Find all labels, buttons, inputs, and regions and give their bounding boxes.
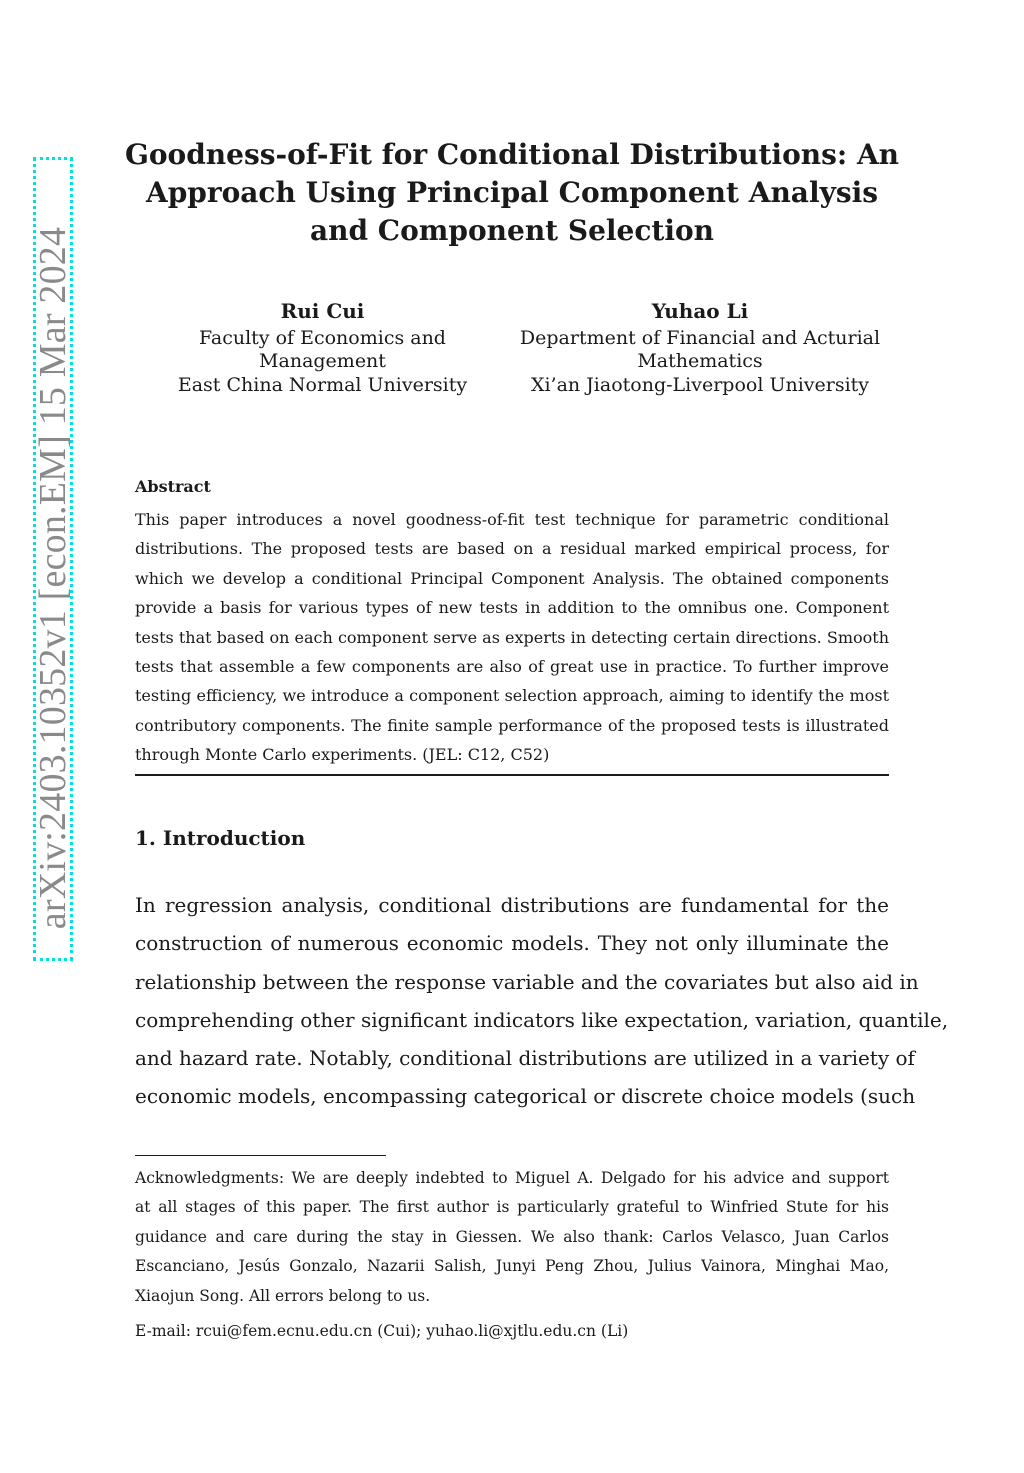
introduction-line: relationship between the response variable and the covariates but also aid in — [135, 969, 919, 994]
abstract-line: distributions. The proposed tests are based on a residual marked empirical process, for — [135, 539, 889, 559]
footnote-line: Escanciano, Jesús Gonzalo, Nazarii Salish, Junyi Peng Zhou, Julius Vainora, Minghai Mao, — [135, 1257, 889, 1276]
abstract-line: through Monte Carlo experiments. (JEL: C12, C52) — [135, 745, 550, 765]
footnote-line: guidance and care during the stay in Giessen. We also thank: Carlos Velasco, Juan Carlos — [135, 1227, 889, 1246]
author-block-li — [510, 300, 890, 397]
arxiv-identifier[interactable]: arXiv:2403.10352v1 [econ.EM] 15 Mar 2024 — [32, 226, 74, 930]
contact-email[interactable]: E-mail: rcui@fem.ecnu.edu.cn (Cui); yuhao.li@xjtlu.edu.cn (Li) — [135, 1322, 629, 1340]
footnote-line: Xiaojun Song. All errors belong to us. — [135, 1286, 431, 1305]
abstract-line: tests that assemble a few components are also of great use in practice. To further improve — [135, 657, 889, 677]
title-line: and Component Selection — [309, 214, 715, 247]
footnote-line: Acknowledgments: We are deeply indebted to Miguel A. Delgado for his advice and support — [135, 1169, 889, 1187]
abstract-divider — [135, 774, 889, 776]
author-affiliation-line: Xi’an Jiaotong-Liverpool University — [530, 373, 870, 396]
introduction-body — [135, 886, 949, 1116]
author-affiliation-line: East China Normal University — [177, 373, 468, 396]
abstract-line: tests that based on each component serve as experts in detecting certain directions. Smooth — [135, 627, 889, 647]
author-affiliation-line: Department of Financial and Acturial — [519, 326, 881, 349]
abstract-line: provide a basis for various types of new tests in addition to the omnibus one. Component — [135, 598, 889, 618]
introduction-line: and hazard rate. Notably, conditional distributions are utilized in a variety of — [135, 1046, 915, 1071]
footnote-divider — [135, 1155, 386, 1156]
abstract-line: This paper introduces a novel goodness-of-fit test technique for parametric conditional — [135, 510, 889, 529]
abstract-line: contributory components. The finite sample performance of the proposed tests is illustrated — [135, 715, 889, 735]
paper-title — [120, 136, 904, 250]
abstract-line: which we develop a conditional Principal Component Analysis. The obtained components — [135, 568, 889, 588]
introduction-line: In regression analysis, conditional distributions are fundamental for the — [135, 893, 889, 917]
acknowledgments-footnote — [135, 1164, 889, 1311]
footnote-line: at all stages of this paper. The first author is particularly grateful to Winfried Stute for his — [135, 1198, 889, 1217]
author-affiliation-line: Faculty of Economics and — [199, 326, 446, 349]
introduction-line: economic models, encompassing categorical or discrete choice models (such — [135, 1084, 916, 1109]
author-name: Rui Cui — [280, 299, 365, 323]
introduction-line: construction of numerous economic models. They not only illuminate the — [135, 931, 889, 956]
title-line: Approach Using Principal Component Analysis — [145, 176, 879, 209]
introduction-line: comprehending other significant indicators like expectation, variation, quantile, — [135, 1007, 949, 1032]
abstract-heading: Abstract — [135, 477, 211, 496]
abstract-body — [135, 505, 889, 770]
author-affiliation-line: Mathematics — [637, 350, 763, 372]
author-affiliation-line: Management — [259, 350, 386, 372]
author-block-cui — [170, 300, 475, 397]
author-name: Yuhao Li — [651, 299, 749, 323]
title-line: Goodness-of-Fit for Conditional Distributions: An — [124, 138, 900, 171]
section-heading-introduction: 1. Introduction — [135, 826, 306, 850]
abstract-line: testing efficiency, we introduce a component selection approach, aiming to identify the most — [135, 686, 889, 706]
